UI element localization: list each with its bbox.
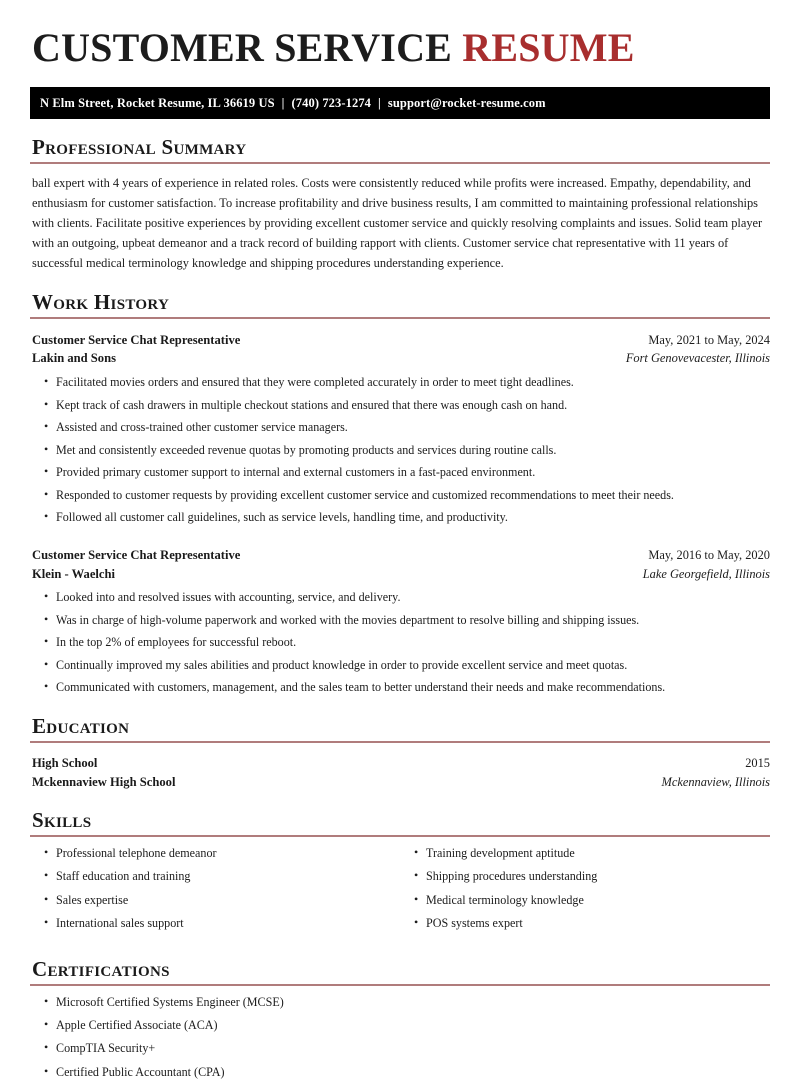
contact-separator-2: | [371,96,388,111]
list-item: • POS systems expert [400,916,770,931]
work-dates: May, 2016 to May, 2020 [648,546,770,565]
contact-separator-1: | [275,96,292,111]
list-item: • Followed all customer call guidelines, such as service levels, handling time, and productivity. [30,510,770,525]
education-year: 2015 [745,754,770,773]
list-item: • Kept track of cash drawers in multiple checkout stations and ensured that there was enough cash on hand. [30,398,770,413]
list-item: • Met and consistently exceeded revenue quotas by promoting products and services during routine calls. [30,443,770,458]
work-dates: May, 2021 to May, 2024 [648,331,770,350]
contact-phone[interactable]: (740) 723-1274 [292,96,372,110]
section-heading-skills: Skills [32,809,770,831]
work-entry-company-row [30,565,770,584]
section-heading-education: Education [32,715,770,737]
section-education [30,715,770,792]
work-entry-company-row [30,349,770,368]
list-item: • Assisted and cross-trained other customer service managers. [30,420,770,435]
work-company: Lakin and Sons [32,349,116,368]
list-item: • International sales support [30,916,400,931]
work-entry-title-row [30,546,770,565]
work-entry [30,546,770,696]
education-entry [30,754,770,792]
skills-column-left [30,846,400,940]
section-professional-summary [30,136,770,274]
work-company: Klein - Waelchi [32,565,115,584]
section-heading-certifications: Certifications [32,958,770,980]
skills-column-right [400,846,770,940]
list-item: • Medical terminology knowledge [400,893,770,908]
list-item: • Provided primary customer support to internal and external customers in a fast-paced environment. [30,465,770,480]
contact-email[interactable]: support@rocket-resume.com [388,96,546,110]
list-item: • Sales expertise [30,893,400,908]
skills-list-left [30,846,400,932]
work-entry [30,331,770,526]
contact-line [40,96,546,111]
section-heading-summary: Professional Summary [32,136,770,158]
summary-text: ball expert with 4 years of experience in related roles. Costs were consistently reduced while profits were increased. Empathy, dependability, and enthusiasm for customer satisfaction. To increase profitability and drive business results, I am committed to maintaining professional relationships with clients. Facilitate positive experiences by providing excellent customer service and quickly resolving complaints and issues. Solid team player with an outgoing, upbeat demeanor and a track record of building rapport with clients. Customer service chat representative with 11 years of successful medical terminology knowledge and shipping procedures understanding experience. [32,173,768,273]
list-item: • Facilitated movies orders and ensured that they were completed accurately in order to meet tight deadlines. [30,375,770,390]
education-location: Mckennaview, Illinois [662,773,771,792]
list-item: • CompTIA Security+ [30,1041,770,1056]
skills-list-right [400,846,770,932]
education-school-row [30,773,770,792]
work-location: Fort Genovevacester, Illinois [626,349,770,368]
list-item: • Staff education and training [30,869,400,884]
work-bullets [30,375,770,525]
list-item: • Looked into and resolved issues with accounting, service, and delivery. [30,590,770,605]
work-bullets [30,590,770,695]
list-item: • In the top 2% of employees for successful reboot. [30,635,770,650]
section-divider-certifications [30,984,770,986]
list-item: • Communicated with customers, management, and the sales team to better understand their needs and make recommendations. [30,680,770,695]
section-heading-work-history: Work History [32,291,770,313]
work-job-title: Customer Service Chat Representative [32,331,240,350]
page-title-main: CUSTOMER SERVICE [32,25,462,70]
section-divider-skills [30,835,770,837]
list-item: • Certified Public Accountant (CPA) [30,1065,770,1080]
section-skills [30,809,770,940]
work-job-title: Customer Service Chat Representative [32,546,240,565]
certifications-list [30,995,770,1080]
section-divider-education [30,741,770,743]
page-title [32,0,770,68]
list-item: • Training development aptitude [400,846,770,861]
section-divider-summary [30,162,770,164]
page-title-accent: RESUME [462,25,634,70]
education-school: Mckennaview High School [32,773,175,792]
education-degree: High School [32,754,97,773]
list-item: • Professional telephone demeanor [30,846,400,861]
education-degree-row [30,754,770,773]
list-item: • Continually improved my sales abilities and product knowledge in order to provide excellent service and meet quotas. [30,658,770,673]
list-item: • Was in charge of high-volume paperwork and worked with the movies department to resolve billing and shipping issues. [30,613,770,628]
section-work-history [30,291,770,696]
section-divider-work-history [30,317,770,319]
section-certifications [30,958,770,1080]
skills-columns [30,846,770,940]
list-item: • Apple Certified Associate (ACA) [30,1018,770,1033]
list-item: • Shipping procedures understanding [400,869,770,884]
contact-bar [30,87,770,119]
contact-address: N Elm Street, Rocket Resume, IL 36619 US [40,96,275,110]
list-item: • Microsoft Certified Systems Engineer (MCSE) [30,995,770,1010]
work-entry-title-row [30,331,770,350]
list-item: • Responded to customer requests by providing excellent customer service and customized recommendations to meet their needs. [30,488,770,503]
work-location: Lake Georgefield, Illinois [643,565,770,584]
